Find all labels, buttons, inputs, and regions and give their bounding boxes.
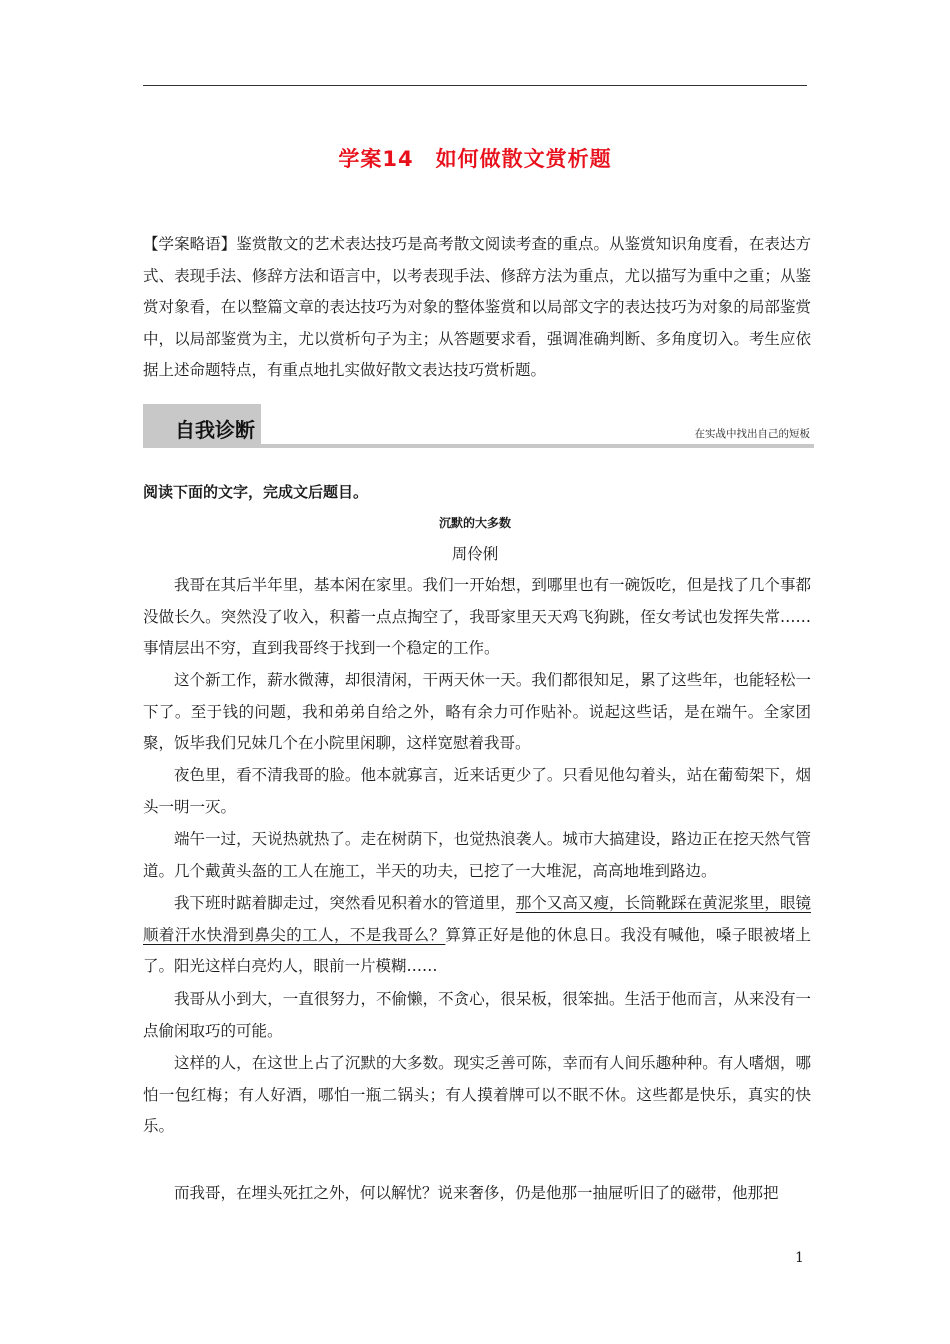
passage-paragraph-8: 而我哥，在埋头死扛之外，何以解忧？说来奢侈，仍是他那一抽屉听旧了的磁带，他那把 [174,1184,779,1202]
section-subtitle: 在实战中找出自己的短板 [694,428,810,440]
passage-paragraph-7: 这样的人，在这世上占了沉默的大多数。现实乏善可陈，幸而有人间乐趣种种。有人嗜烟，哪怕一包红梅；有人好酒，哪怕一瓶二锅头；有人摸着牌可以不眠不休。这些都是快乐，真实的快乐。 [143,1054,811,1135]
paragraph-5-lead: 我下班时踮着脚走过，突然看见积着水的管道里， [174,894,516,912]
passage-paragraph-6: 我哥从小到大，一直很努力，不偷懒，不贪心，很呆板，很笨拙。生活于他而言，从来没有一点偷闲取巧的可能。 [143,990,811,1040]
paragraph-5-tail: 算算正好是他的休息日。我没有喊他，嗓子眼被堵上了。阳光这样白亮灼人，眼前一片模糊…… [143,925,811,975]
section-header-rule [143,444,814,448]
passage-paragraph-4: 端午一过，天说热就热了。走在树荫下，也觉热浪袭人。城市大搞建设，路边正在挖天然气管道。几个戴黄头盔的工人在施工，半天的功夫，已挖了一大堆泥，高高地堆到路边。 [143,830,811,880]
passage-paragraph-3: 夜色里，看不清我哥的脸。他本就寡言，近来话更少了。只看见他勾着头，站在葡萄架下，烟头一明一灭。 [143,766,811,816]
reading-instruction: 阅读下面的文字，完成文后题目。 [143,483,369,501]
passage-paragraph-2: 这个新工作，薪水微薄，却很清闲，干两天休一天。我们都很知足，累了这些年，也能轻松一下了。至于钱的问题，我和弟弟自给之外，略有余力可作贴补。说起这些话，是在端午。全家团聚，饭毕我们兄妹几个在小院里闲聊，这样宽慰着我哥。 [143,671,811,752]
document-title: 学案14 如何做散文赏析题 [338,147,612,171]
passage-author: 周伶俐 [451,545,499,563]
underlined-sentence: 那个又高又瘦，长筒靴踩在黄泥浆里，眼镜顺着汗水快滑到鼻尖的工人，不是我哥么？ [143,894,811,944]
page-number: 1 [795,1250,804,1266]
passage-paragraph-1: 我哥在其后半年里，基本闲在家里。我们一开始想，到哪里也有一碗饭吃，但是找了几个事都没做长久。突然没了收入，积蓄一点点掏空了，我哥家里天天鸡飞狗跳，侄女考试也发挥失常……事情层出不穷，直到我哥终于找到一个稳定的工作。 [143,576,811,657]
passage-title: 沉默的大多数 [438,516,511,530]
header-rule [143,85,807,86]
intro-text: 鉴赏散文的艺术表达技巧是高考散文阅读考查的重点。从鉴赏知识角度看，在表达方式、表现手法、修辞方法和语言中，以考表现手法、修辞方法为重点，尤以描写为重中之重；从鉴赏对象看，在以整篇文章的表达技巧为对象的整体鉴赏和以局部文字的表达技巧为对象的局部鉴赏中，以局部鉴赏为主，尤以赏析句子为主；从答题要求看，强调准确判断、多角度切入。考生应依据上述命题特点，有重点地扎实做好散文表达技巧赏析题。 [143,235,811,379]
passage-paragraph-5 [143,888,811,983]
intro-label: 【学案略语】 [143,235,237,253]
intro-paragraph [143,229,811,387]
section-header [143,404,814,448]
section-title: 自我诊断 [175,418,255,442]
